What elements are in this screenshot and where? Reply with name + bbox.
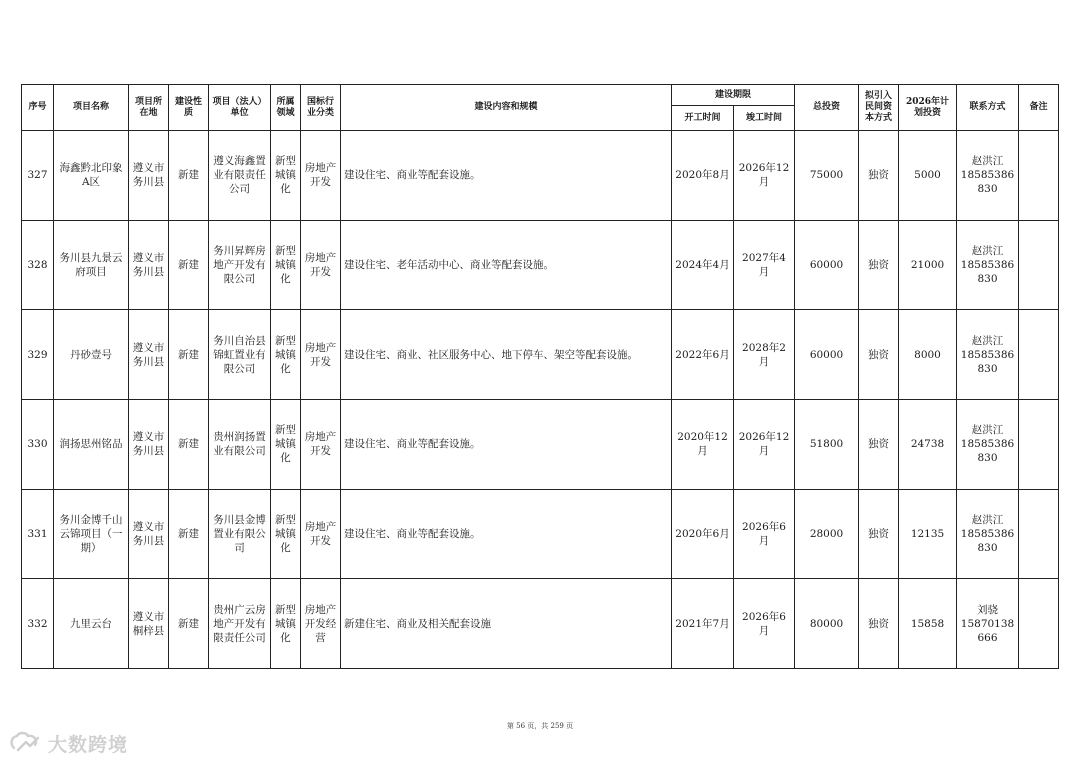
cell-remark — [1019, 579, 1059, 669]
header-period: 建设期限 — [672, 85, 795, 106]
cell-unit: 务川自治县锦虹置业有限公司 — [209, 310, 271, 400]
cell-nature: 新建 — [169, 399, 209, 489]
cell-remark — [1019, 220, 1059, 310]
cell-capital: 独资 — [859, 399, 899, 489]
cell-start: 2020年6月 — [672, 489, 734, 579]
cell-unit: 务川昇辉房地产开发有限公司 — [209, 220, 271, 310]
cell-content: 建设住宅、商业等配套设施。 — [341, 399, 672, 489]
cell-contact — [957, 579, 1019, 669]
cell-unit: 贵州广云房地产开发有限责任公司 — [209, 579, 271, 669]
cell-remark — [1019, 131, 1059, 221]
cell-name: 九里云台 — [54, 579, 129, 669]
contact-name: 赵洪江 — [971, 244, 1004, 257]
cell-industry: 房地产开发 — [301, 399, 341, 489]
contact-phone: 15870138666 — [960, 617, 1015, 644]
contact-name: 刘骁 — [977, 603, 999, 616]
cell-industry: 房地产开发 — [301, 489, 341, 579]
cell-index: 330 — [22, 399, 54, 489]
cell-nature: 新建 — [169, 579, 209, 669]
cell-plan2026: 15858 — [899, 579, 957, 669]
header-content: 建设内容和规模 — [341, 85, 672, 131]
cell-unit: 遵义海鑫置业有限责任公司 — [209, 131, 271, 221]
contact-phone: 18585386830 — [960, 348, 1015, 375]
contact-phone: 18585386830 — [960, 527, 1015, 554]
contact-name: 赵洪江 — [971, 424, 1004, 437]
header-capital: 拟引入民间资本方式 — [859, 85, 899, 131]
contact-phone: 18585386830 — [960, 169, 1015, 196]
contact-phone: 18585386830 — [960, 438, 1015, 465]
cell-unit: 贵州润扬置业有限公司 — [209, 399, 271, 489]
cell-end: 2026年6月 — [734, 579, 795, 669]
header-location: 项目所在地 — [129, 85, 169, 131]
header-unit: 项目（法人）单位 — [209, 85, 271, 131]
watermark-logo-icon — [8, 730, 42, 756]
cell-name: 务川县九景云府项目 — [54, 220, 129, 310]
cell-location: 遵义市务川县 — [129, 220, 169, 310]
cell-end: 2027年4月 — [734, 220, 795, 310]
cell-contact — [957, 489, 1019, 579]
cell-nature: 新建 — [169, 220, 209, 310]
cell-industry: 房地产开发 — [301, 220, 341, 310]
table-body — [22, 131, 1059, 669]
cell-field: 新型城镇化 — [271, 399, 301, 489]
cell-field: 新型城镇化 — [271, 220, 301, 310]
cell-investment: 51800 — [795, 399, 859, 489]
cell-index: 331 — [22, 489, 54, 579]
cell-plan2026: 5000 — [899, 131, 957, 221]
cell-investment: 75000 — [795, 131, 859, 221]
cell-name: 润扬思州铭品 — [54, 399, 129, 489]
cell-remark — [1019, 310, 1059, 400]
cell-plan2026: 12135 — [899, 489, 957, 579]
cell-investment: 28000 — [795, 489, 859, 579]
cell-location: 遵义市桐梓县 — [129, 579, 169, 669]
cell-name: 务川金博千山云锦项目（一期） — [54, 489, 129, 579]
table-row — [22, 310, 1059, 400]
cell-contact — [957, 131, 1019, 221]
cell-nature: 新建 — [169, 310, 209, 400]
cell-investment: 60000 — [795, 310, 859, 400]
cell-plan2026: 24738 — [899, 399, 957, 489]
header-plan2026: 2026年计划投资 — [899, 85, 957, 131]
cell-content: 建设住宅、商业等配套设施。 — [341, 489, 672, 579]
table-header — [22, 85, 1059, 131]
cell-nature: 新建 — [169, 489, 209, 579]
cell-remark — [1019, 489, 1059, 579]
cell-capital: 独资 — [859, 579, 899, 669]
cell-index: 332 — [22, 579, 54, 669]
cell-location: 遵义市务川县 — [129, 489, 169, 579]
cell-end: 2028年2月 — [734, 310, 795, 400]
cell-name: 丹砂壹号 — [54, 310, 129, 400]
cell-plan2026: 8000 — [899, 310, 957, 400]
cell-index: 327 — [22, 131, 54, 221]
cell-contact — [957, 399, 1019, 489]
cell-end: 2026年12月 — [734, 399, 795, 489]
cell-location: 遵义市务川县 — [129, 399, 169, 489]
page-footer: 第 56 页，共 259 页 — [506, 722, 574, 730]
cell-field: 新型城镇化 — [271, 310, 301, 400]
cell-name: 海鑫黔北印象A区 — [54, 131, 129, 221]
cell-investment: 60000 — [795, 220, 859, 310]
contact-name: 赵洪江 — [971, 155, 1004, 168]
cell-investment: 80000 — [795, 579, 859, 669]
table-row — [22, 399, 1059, 489]
cell-contact — [957, 220, 1019, 310]
cell-capital: 独资 — [859, 310, 899, 400]
contact-phone: 18585386830 — [960, 258, 1015, 285]
header-industry: 国标行业分类 — [301, 85, 341, 131]
cell-industry: 房地产开发经营 — [301, 579, 341, 669]
table-row — [22, 579, 1059, 669]
cell-contact — [957, 310, 1019, 400]
table-row — [22, 220, 1059, 310]
cell-capital: 独资 — [859, 489, 899, 579]
header-remark: 备注 — [1019, 85, 1059, 131]
cell-start: 2020年8月 — [672, 131, 734, 221]
contact-name: 赵洪江 — [971, 513, 1004, 526]
header-end: 竣工时间 — [734, 106, 795, 131]
cell-end: 2026年12月 — [734, 131, 795, 221]
cell-index: 329 — [22, 310, 54, 400]
cell-field: 新型城镇化 — [271, 489, 301, 579]
project-table — [21, 84, 1059, 669]
cell-location: 遵义市务川县 — [129, 131, 169, 221]
cell-start: 2022年6月 — [672, 310, 734, 400]
cell-unit: 务川县金博置业有限公司 — [209, 489, 271, 579]
table-row — [22, 489, 1059, 579]
cell-start: 2024年4月 — [672, 220, 734, 310]
cell-field: 新型城镇化 — [271, 131, 301, 221]
cell-plan2026: 21000 — [899, 220, 957, 310]
header-name: 项目名称 — [54, 85, 129, 131]
cell-nature: 新建 — [169, 131, 209, 221]
cell-capital: 独资 — [859, 220, 899, 310]
header-investment: 总投资 — [795, 85, 859, 131]
cell-remark — [1019, 399, 1059, 489]
table-row — [22, 131, 1059, 221]
cell-industry: 房地产开发 — [301, 131, 341, 221]
cell-index: 328 — [22, 220, 54, 310]
header-index: 序号 — [22, 85, 54, 131]
cell-content: 建设住宅、商业、社区服务中心、地下停车、架空等配套设施。 — [341, 310, 672, 400]
cell-field: 新型城镇化 — [271, 579, 301, 669]
cell-content: 新建住宅、商业及相关配套设施 — [341, 579, 672, 669]
watermark-text: 大数跨境 — [48, 733, 129, 756]
cell-start: 2021年7月 — [672, 579, 734, 669]
header-contact: 联系方式 — [957, 85, 1019, 131]
header-nature: 建设性质 — [169, 85, 209, 131]
header-start: 开工时间 — [672, 106, 734, 131]
watermark — [8, 728, 128, 758]
cell-content: 建设住宅、老年活动中心、商业等配套设施。 — [341, 220, 672, 310]
cell-capital: 独资 — [859, 131, 899, 221]
cell-industry: 房地产开发 — [301, 310, 341, 400]
contact-name: 赵洪江 — [971, 334, 1004, 347]
cell-end: 2026年6月 — [734, 489, 795, 579]
cell-content: 建设住宅、商业等配套设施。 — [341, 131, 672, 221]
header-field: 所属领域 — [271, 85, 301, 131]
cell-location: 遵义市务川县 — [129, 310, 169, 400]
cell-start: 2020年12月 — [672, 399, 734, 489]
